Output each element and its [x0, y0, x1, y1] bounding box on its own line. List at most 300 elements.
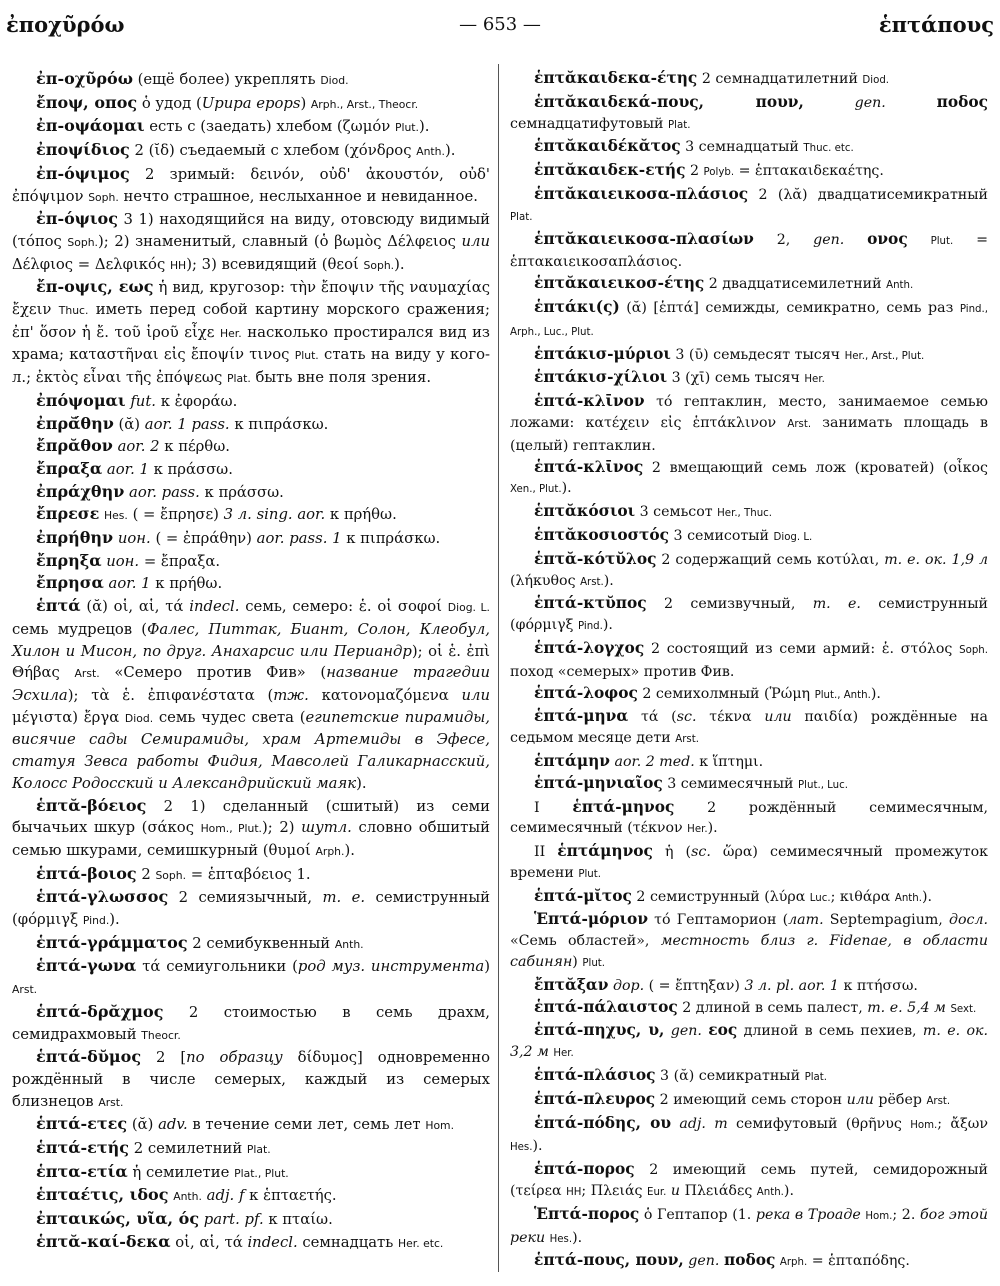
- entry-source-abbrev: Diog. L.: [447, 601, 490, 615]
- entry-headword: ἐπόψομαι: [36, 390, 126, 410]
- entry-text: = ἑπταβόειος 1.: [186, 865, 311, 883]
- entry-text: ; κιθάρα: [830, 888, 895, 905]
- entry-headword: ποδος: [936, 92, 988, 111]
- entry-italic-text: род муз. инструмента: [297, 958, 485, 976]
- entry-text: τό Гептаморион (: [648, 912, 789, 929]
- dictionary-entry: [510, 1159, 988, 1204]
- entry-headword: ἑπτᾰ-βόειος: [36, 795, 147, 815]
- entry-text: 2 семилетний: [129, 1140, 247, 1158]
- entry-source-abbrev: Plut.: [582, 958, 606, 970]
- dictionary-entry: [12, 413, 490, 436]
- entry-text: ).: [921, 888, 933, 905]
- dictionary-entry: [12, 68, 490, 92]
- entry-text: «Семь областей»,: [510, 933, 661, 950]
- entry-headword: ἔπρηξα: [36, 550, 102, 570]
- entry-italic-text: египетские пирамиды, висячие сады Семирамиды, храм Артемиды в Эфесе, статуя Зевса работы Фидия, Мавсолей Галикарнасский, Колосс Родосский и Александрийский маяк: [12, 708, 490, 792]
- entry-text: ὁ Гептапор (1.: [639, 1206, 756, 1223]
- entry-text: 2 семибуквенный: [187, 934, 335, 952]
- entry-text: к ἵπτημι.: [694, 753, 764, 770]
- entry-headword: ἑπτάμηνος: [557, 842, 653, 861]
- entry-source-abbrev: Her., Thuc.: [717, 508, 773, 520]
- entry-headword: ἑπτᾰ-κότῠλος: [534, 549, 657, 568]
- entry-headword: ἑπτα-ετία: [36, 1161, 128, 1181]
- entry-text: к ἑπταετής.: [244, 1187, 337, 1205]
- dictionary-entry: [12, 115, 490, 139]
- entry-headword: ἐποψίδιος: [36, 140, 130, 160]
- entry-italic-text: sc.: [676, 709, 697, 726]
- entry-headword: ἑπτᾰκαιδέκᾰτος: [534, 137, 681, 156]
- entry-text: [908, 232, 931, 248]
- entry-headword: ἐπ-όψιμος: [36, 163, 130, 183]
- entry-source-abbrev: Hes.: [510, 1142, 533, 1154]
- entry-text: ἡ (: [652, 844, 692, 861]
- entry-source-abbrev: Anth.: [886, 280, 914, 292]
- entry-source-abbrev: Anth.: [416, 145, 445, 159]
- entry-italic-text: т. е.: [812, 596, 861, 613]
- entry-text: к πρήθω.: [325, 506, 397, 524]
- entry-headword: ἐπρήθην: [36, 528, 114, 548]
- entry-text: τό гептаклин, место, занимаемое семью ложами: κατέχειν εἰς ἑπτάκλινον: [510, 394, 988, 431]
- dictionary-entry: [12, 1161, 490, 1185]
- entry-text: 2 семихолмный (Ῥώμη: [637, 685, 815, 702]
- entry-headword: ἑπτᾰκαιεικοσα-πλάσιος: [534, 184, 749, 203]
- dictionary-entry: [510, 886, 988, 910]
- entry-text: в течение семи лет, семь лет: [187, 1116, 426, 1134]
- entry-headword: ἑπτᾰκαιδεκά-πους, πουν,: [534, 92, 804, 111]
- entry-headword: ἑπτά-γράμματος: [36, 932, 188, 952]
- dictionary-entry: [12, 1208, 490, 1231]
- entry-italic-text: т. е. ок. 3,2 м: [510, 1023, 988, 1061]
- entry-italic-text: gen.: [813, 231, 845, 248]
- right-column: [510, 68, 988, 1274]
- entry-headword: ἑπτά-βοιος: [36, 863, 137, 883]
- dictionary-entry: [12, 1137, 490, 1161]
- entry-source-abbrev: Her. etc.: [398, 1236, 444, 1250]
- entry-headword: ἑπτάμην: [534, 751, 610, 770]
- entry-text: 3 семнадцатый: [680, 139, 804, 156]
- entry-text: παιδία) рождённые на седьмом месяце дети: [510, 709, 989, 747]
- entry-headword: ἑπτά-γλωσσος: [36, 887, 169, 907]
- dictionary-entry: [510, 457, 988, 502]
- entry-text: ); 2): [262, 819, 302, 837]
- dictionary-entry: [510, 997, 988, 1021]
- entry-italic-text: sc.: [691, 844, 711, 861]
- entry-text: семнадцать: [297, 1233, 399, 1251]
- entry-headword: ονος: [867, 229, 908, 248]
- entry-source-abbrev: Plat.: [804, 1072, 828, 1084]
- entry-source-abbrev: Plat.: [510, 211, 533, 223]
- dictionary-entry: [510, 391, 988, 456]
- entry-headword: ἑπτά-λογχος: [534, 638, 645, 657]
- dictionary-entry: [510, 638, 988, 683]
- entry-text: к πράσσω.: [199, 483, 284, 501]
- entry-italic-text: aor. 1: [106, 460, 149, 478]
- page-header: [0, 12, 1000, 46]
- dictionary-entry: [12, 1231, 490, 1255]
- entry-text: к πιπράσκω.: [341, 530, 441, 548]
- entry-headword: ἑπτά-πηχυς, υ,: [534, 1021, 665, 1040]
- dictionary-entry: [510, 773, 988, 797]
- entry-text: 2 двадцатисемилетний: [704, 276, 887, 293]
- entry-italic-text: gen.: [854, 94, 886, 111]
- dictionary-entry: [12, 435, 490, 458]
- entry-headword: ἑπτάκισ-μύριοι: [534, 344, 671, 363]
- entry-text: οἱ, αἱ, τά: [170, 1233, 248, 1251]
- entry-source-abbrev: Arst.: [675, 734, 699, 746]
- entry-text: = ἑπτακαιεικοσαπλάσιος.: [510, 231, 988, 271]
- dictionary-entry: [510, 751, 988, 773]
- entry-text: [804, 95, 855, 111]
- entry-text: ).: [603, 572, 614, 589]
- entry-source-abbrev: Plut.: [294, 349, 319, 363]
- entry-text: к ἐφοράω.: [155, 392, 238, 410]
- entry-text: к πτήσσω.: [838, 977, 918, 994]
- entry-headword: ἐπρᾰ́θην: [36, 413, 114, 433]
- entry-text: 2 содержащий семь κοτύλαι,: [656, 551, 885, 568]
- entry-headword: ἑπτά-μῐτος: [534, 886, 632, 905]
- entry-text: ); οἱ ἑ. ἐπὶ Θήβας: [12, 642, 490, 682]
- entry-source-abbrev: Plat.: [668, 119, 691, 131]
- entry-text: нечто страшное, неслыханное и невиданное.: [118, 187, 478, 205]
- entry-text: (ещё более) укреплять: [132, 71, 321, 88]
- entry-headword: ἑπτά-ετες: [36, 1114, 128, 1134]
- entry-text: ).: [356, 774, 367, 792]
- entry-headword: ἑπτᾰκαιδεκα-έτης: [534, 69, 698, 87]
- entry-source-abbrev: Her.: [553, 1048, 574, 1060]
- entry-headword: ἑπτά-δῠμος: [36, 1047, 142, 1067]
- entry-source-abbrev: Her.: [220, 326, 242, 340]
- entry-text: есть с (заедать) хлебом (ζωμόν: [144, 118, 395, 136]
- entry-text: 3 1) находящийся на виду, отовсюду видимый (τόπος: [12, 211, 490, 250]
- dictionary-entry: [510, 797, 988, 842]
- entry-text: семифутовый (θρῆνυς: [727, 1115, 911, 1132]
- dictionary-entry: [510, 92, 988, 137]
- entry-text: к πιπράσκω.: [229, 415, 329, 433]
- entry-source-abbrev: Eur.: [647, 1187, 667, 1199]
- entry-text: ; Πλειάς: [581, 1183, 648, 1200]
- entry-headword: ἔπ-οψις, εως: [36, 277, 154, 297]
- entry-text: семь мудрецов (: [12, 620, 148, 638]
- entry-source-abbrev: Sext.: [950, 1003, 977, 1015]
- entry-source-abbrev: Arph., Arst., Theocr.: [310, 97, 419, 111]
- entry-text: ).: [870, 685, 881, 702]
- entry-source-abbrev: Diog. L.: [773, 531, 813, 543]
- entry-headword: ποδος: [723, 1251, 776, 1270]
- entry-source-abbrev: Anth.: [173, 1190, 202, 1204]
- entry-text: ; 2.: [892, 1206, 920, 1223]
- entry-text: ); 2) знаменитый, славный (ὁ βωμὸς Δέλφειος: [97, 232, 462, 250]
- entry-source-abbrev: Hom.: [865, 1210, 893, 1222]
- entry-text: иметь перед собой картину морского сражения; ἐπ' ὅσον ἡ ἔ. τοῦ ἱροῦ εἶχε: [12, 301, 490, 341]
- entry-text: 3 (χῑ) семь тысяч: [667, 370, 805, 387]
- entry-italic-text: ион.: [106, 552, 140, 570]
- entry-source-abbrev: Soph.: [363, 258, 395, 272]
- entry-source-abbrev: Plat.: [226, 372, 251, 386]
- dictionary-entry: [12, 1113, 490, 1137]
- entry-source-abbrev: Xen., Plut.: [510, 484, 562, 496]
- entry-text: ὥρα) семимесячный промежуток времени: [510, 844, 989, 881]
- entry-headword: ἐπταικώς, υῖα, ός: [36, 1209, 200, 1229]
- dictionary-entry: [12, 955, 490, 1000]
- entry-italic-text: или: [846, 1091, 874, 1108]
- entry-text: 2 вмещающий семь лож (кроватей) (οἶκος: [643, 459, 988, 476]
- entry-text: 2: [136, 865, 156, 883]
- entry-text: семь чудес света (: [153, 708, 306, 726]
- entry-text: ).: [394, 255, 405, 273]
- entry-source-abbrev: HH: [566, 1187, 582, 1199]
- entry-text: μέγιστα) ἔργα: [12, 708, 125, 726]
- dictionary-entry: [510, 683, 988, 707]
- entry-italic-text: ион.: [117, 530, 151, 548]
- entry-source-abbrev: Arst.: [580, 576, 604, 588]
- entry-italic-text: досл.: [948, 912, 989, 929]
- right-running-headword: ἑπτάπους: [878, 12, 994, 37]
- dictionary-entry: [510, 184, 988, 229]
- entry-italic-text: т. е. 5,4 м: [867, 999, 946, 1016]
- entry-source-abbrev: Theocr.: [141, 1028, 181, 1042]
- entry-text: 3 (ᾰ) семикратный: [655, 1068, 805, 1085]
- entry-italic-text: 3 л. pl. aor. 1: [744, 977, 839, 994]
- entry-text: [886, 95, 937, 111]
- entry-source-abbrev: Arst.: [74, 667, 100, 681]
- entry-source-abbrev: Luc.: [809, 892, 831, 904]
- entry-italic-text: aor. 2: [117, 438, 160, 456]
- entry-source-abbrev: Diod.: [124, 711, 154, 725]
- entry-italic-text: бог этой реки: [510, 1206, 988, 1246]
- entry-headword: ἑπταέτις, ιδος: [36, 1185, 169, 1205]
- entry-headword: ἑπτά-λοφος: [534, 683, 638, 702]
- entry-source-abbrev: Arst.: [787, 418, 812, 430]
- entry-source-abbrev: Soph.: [88, 190, 119, 204]
- entry-headword: ἑπτά-πάλαιστος: [534, 997, 678, 1016]
- entry-italic-text: gen.: [670, 1023, 702, 1040]
- dictionary-entry: [12, 390, 490, 413]
- entry-headword: εος: [708, 1021, 738, 1040]
- entry-text: ).: [602, 617, 613, 634]
- entry-italic-text: или: [764, 709, 792, 726]
- entry-headword: ἑπτά-πλάσιος: [534, 1066, 656, 1085]
- dictionary-entry: [510, 706, 988, 751]
- dictionary-entry: [12, 139, 490, 163]
- entry-italic-text: adj. m: [679, 1115, 728, 1132]
- entry-text: II: [534, 844, 558, 861]
- entry-headword: ἑπτάκι(ς): [534, 297, 620, 316]
- entry-text: 3 семисотый: [669, 527, 774, 544]
- entry-text: 2 семнадцатилетний: [697, 71, 863, 87]
- entry-italic-text: или: [461, 232, 490, 250]
- dictionary-entry: [12, 550, 490, 573]
- page-number: — 653 —: [459, 14, 541, 35]
- entry-headword: ἐπράχθην: [36, 481, 125, 501]
- dictionary-entry: [12, 163, 490, 208]
- entry-italic-text: лат.: [788, 912, 824, 929]
- dictionary-entry: [510, 841, 988, 886]
- entry-text: 2 (λᾰ) двадцатисемикратный: [748, 186, 988, 203]
- entry-italic-text: aor. 1 pass.: [144, 415, 230, 433]
- entry-text: δίδυμος] одновременно рождённый в числе семерых, каждый из семерых близнецов: [12, 1049, 490, 1110]
- dictionary-entry: [12, 481, 490, 504]
- dictionary-entry: [12, 1046, 490, 1113]
- dictionary-entry: [12, 1184, 490, 1208]
- entry-headword: ἑπτά-μηνος: [572, 797, 675, 816]
- entry-source-abbrev: Anth.: [756, 1187, 784, 1199]
- entry-headword: ἔπτᾰξαν: [534, 975, 609, 994]
- entry-italic-text: тж.: [273, 686, 309, 704]
- entry-headword: ἑπτά-μηνιαῖος: [534, 773, 663, 792]
- entry-text: ).: [109, 911, 120, 929]
- entry-italic-text: aor. 1: [108, 575, 151, 593]
- entry-headword: ἑπτά-κλῑνος: [534, 457, 644, 476]
- entry-text: ἡ семилетие: [127, 1163, 235, 1181]
- entry-headword: ἑπτά-ετής: [36, 1138, 130, 1158]
- entry-text: ἡ вид, кругозор: τὴν ἔποψιν τῆς ναυμαχίας ἔχειν: [12, 279, 491, 319]
- entry-text: насколько простирался вид из храма; καταστῆναι εἰς ἔποψίν τινος: [12, 323, 490, 364]
- entry-text: ).: [783, 1183, 794, 1200]
- entry-headword: ἑπτᾰκαιεικοσα-πλασίων: [534, 229, 754, 248]
- entry-text: длиной в семь пехиев,: [737, 1023, 923, 1040]
- entry-text: 2 1) сделанный (сшитый) из семи бычачьих шкур (σάκος: [12, 797, 490, 837]
- entry-text: 3 (ῡ) семьдесят тысяч: [670, 346, 845, 363]
- entry-text: 2 стоимостью в семь драхм, семидрахмовый: [12, 1003, 490, 1043]
- entry-text: семь, семеро: ἑ. οἱ σοφοί: [239, 598, 448, 616]
- entry-italic-text: т. е.: [322, 889, 366, 907]
- dictionary-entry: [12, 795, 490, 863]
- entry-text: τά (: [628, 709, 677, 726]
- dictionary-entry: [12, 1001, 490, 1046]
- entry-headword: ἑπτάκισ-χίλιοι: [534, 368, 668, 387]
- entry-italic-text: fut.: [130, 392, 156, 410]
- entry-source-abbrev: Pind.: [82, 914, 110, 928]
- entry-text: 2: [685, 163, 704, 180]
- entry-text: поход «семерых» против Фив.: [510, 663, 735, 680]
- dictionary-entry: [510, 229, 988, 274]
- entry-source-abbrev: Hom., Plut.: [200, 822, 262, 836]
- dictionary-entry: [12, 572, 490, 595]
- entry-text: ( = ἔπρησε): [127, 506, 224, 524]
- entry-text: τέκνα: [696, 709, 765, 726]
- entry-headword: ἑπτά-κλῑνον: [534, 392, 645, 411]
- entry-text: семиструнный (φόρμιγξ: [510, 596, 988, 634]
- entry-text: 2 имеющий семь путей, семидорожный (τείρεα: [510, 1162, 988, 1200]
- entry-source-abbrev: Plut.: [394, 121, 419, 135]
- entry-headword: ἑπτᾰ-καί-δεκα: [36, 1231, 171, 1251]
- entry-text: 2 имеющий семь сторон: [655, 1091, 847, 1108]
- entry-text: стать на виду у кого-л.; ἐκτὸς εἶναι τῆς ἐπόψεως: [12, 346, 490, 387]
- entry-headword: Ἑπτά-μόριον: [534, 910, 648, 929]
- entry-headword: ἔποψ, οπος: [36, 92, 138, 112]
- dictionary-entry: [12, 208, 490, 276]
- entry-headword: ἔπρεσε: [36, 504, 100, 524]
- entry-source-abbrev: Her., Arst., Plut.: [844, 350, 925, 362]
- entry-italic-text: aor. pass.: [129, 483, 200, 501]
- entry-source-abbrev: Her.: [687, 824, 708, 836]
- entry-text: ): [572, 954, 583, 971]
- entry-source-abbrev: Plut.: [930, 235, 954, 247]
- entry-text: ): [484, 958, 490, 976]
- entry-text: ( = ἔπτηξαν): [644, 977, 745, 994]
- entry-source-abbrev: Plut.: [578, 868, 601, 880]
- entry-headword: ἑπτά-πόδης, ου: [534, 1113, 672, 1132]
- entry-italic-text: т. е. ок. 1,9 л: [884, 551, 988, 568]
- entry-headword: ἑπτά-πους, πουν,: [534, 1251, 684, 1270]
- entry-headword: ἑπτά-γωνα: [36, 956, 137, 976]
- entry-text: занимать площадь в (целый) гептаклин.: [510, 414, 988, 454]
- entry-text: рёбер: [873, 1091, 927, 1108]
- entry-text: Πλειάδες: [680, 1183, 757, 1200]
- entry-text: 2 семиязычный,: [168, 889, 323, 907]
- entry-text: (ᾰ): [127, 1116, 159, 1134]
- entry-italic-text: дор.: [612, 977, 645, 994]
- dictionary-entry: [510, 525, 988, 549]
- entry-text: τά семиугольники (: [136, 958, 298, 976]
- dictionary-entry: [510, 909, 988, 974]
- entry-text: 2 зримый: δεινόν, οὐδ' ἀκουστόν, οὐδ' ἐπόψιμον: [12, 165, 490, 205]
- entry-text: быть вне поля зрения.: [250, 369, 432, 387]
- left-column: [12, 68, 490, 1255]
- column-divider: [498, 64, 499, 1272]
- entry-source-abbrev: Arph.: [315, 844, 345, 858]
- entry-text: (ᾰ): [113, 415, 145, 433]
- entry-text: 2 семизвучный,: [646, 596, 813, 613]
- entry-italic-text: или: [461, 686, 490, 704]
- dictionary-entry: [510, 1020, 988, 1065]
- dictionary-entry: [12, 503, 490, 527]
- entry-text: 2 состоящий из семи армий: ἑ. στόλος: [644, 640, 960, 657]
- entry-source-abbrev: Thuc.: [58, 304, 89, 318]
- dictionary-entry: [510, 160, 988, 184]
- entry-source-abbrev: Plut., Anth.: [814, 689, 871, 701]
- entry-source-abbrev: Anth.: [894, 892, 922, 904]
- dictionary-entry: [12, 92, 490, 116]
- dictionary-entry: [510, 68, 988, 92]
- entry-text: 2,: [753, 231, 814, 248]
- entry-source-abbrev: Diod.: [320, 74, 349, 87]
- entry-headword: ἔπραξα: [36, 458, 103, 478]
- entry-text: ; ἄξων: [937, 1115, 988, 1132]
- entry-italic-text: 3 л. sing. aor.: [223, 506, 326, 524]
- entry-text: ).: [532, 1138, 543, 1155]
- entry-text: ): [300, 94, 311, 112]
- dictionary-entry: [12, 863, 490, 887]
- entry-text: κατονομαζόμενα: [308, 686, 462, 704]
- dictionary-entry: [12, 458, 490, 481]
- entry-text: [844, 232, 867, 248]
- entry-headword: ἔπρησα: [36, 573, 104, 593]
- entry-text: 3 семимесячный: [662, 775, 799, 792]
- entry-source-abbrev: Her.: [804, 374, 825, 386]
- dictionary-entry: [12, 932, 490, 956]
- dictionary-entry: [510, 975, 988, 997]
- entry-text: 2 рождённый семимесячным, семимесячный (τέκνον: [510, 799, 988, 837]
- entry-text: (ᾰ) [ἑπτά] семижды, семикратно, семь раз: [619, 299, 960, 316]
- entry-text: ); 3) всевидящий (θεοί: [186, 255, 364, 273]
- entry-text: 3 семьсот: [635, 504, 718, 521]
- entry-headword: ἔπρᾰθον: [36, 436, 113, 456]
- entry-text: 2 (ῐδ) съедаемый с хлебом (χόνδρος: [129, 142, 417, 160]
- entry-headword: ἑπτά-κτῠπος: [534, 594, 647, 613]
- entry-source-abbrev: Hom.: [910, 1119, 938, 1131]
- entry-italic-text: indecl.: [247, 1233, 298, 1251]
- entry-italic-text: шутл.: [301, 819, 352, 837]
- entry-headword: ἑπτά-δρᾰχμος: [36, 1001, 164, 1021]
- entry-text: ( = ἐπράθην): [150, 530, 257, 548]
- dictionary-entry: [510, 593, 988, 638]
- dictionary-entry: [12, 595, 490, 794]
- dictionary-entry: [510, 1065, 988, 1089]
- entry-headword: ἑπτᾰκόσιοι: [534, 502, 636, 521]
- dictionary-entry: [510, 1204, 988, 1251]
- entry-text: = ἑπτακαιδεκαέτης.: [734, 163, 884, 180]
